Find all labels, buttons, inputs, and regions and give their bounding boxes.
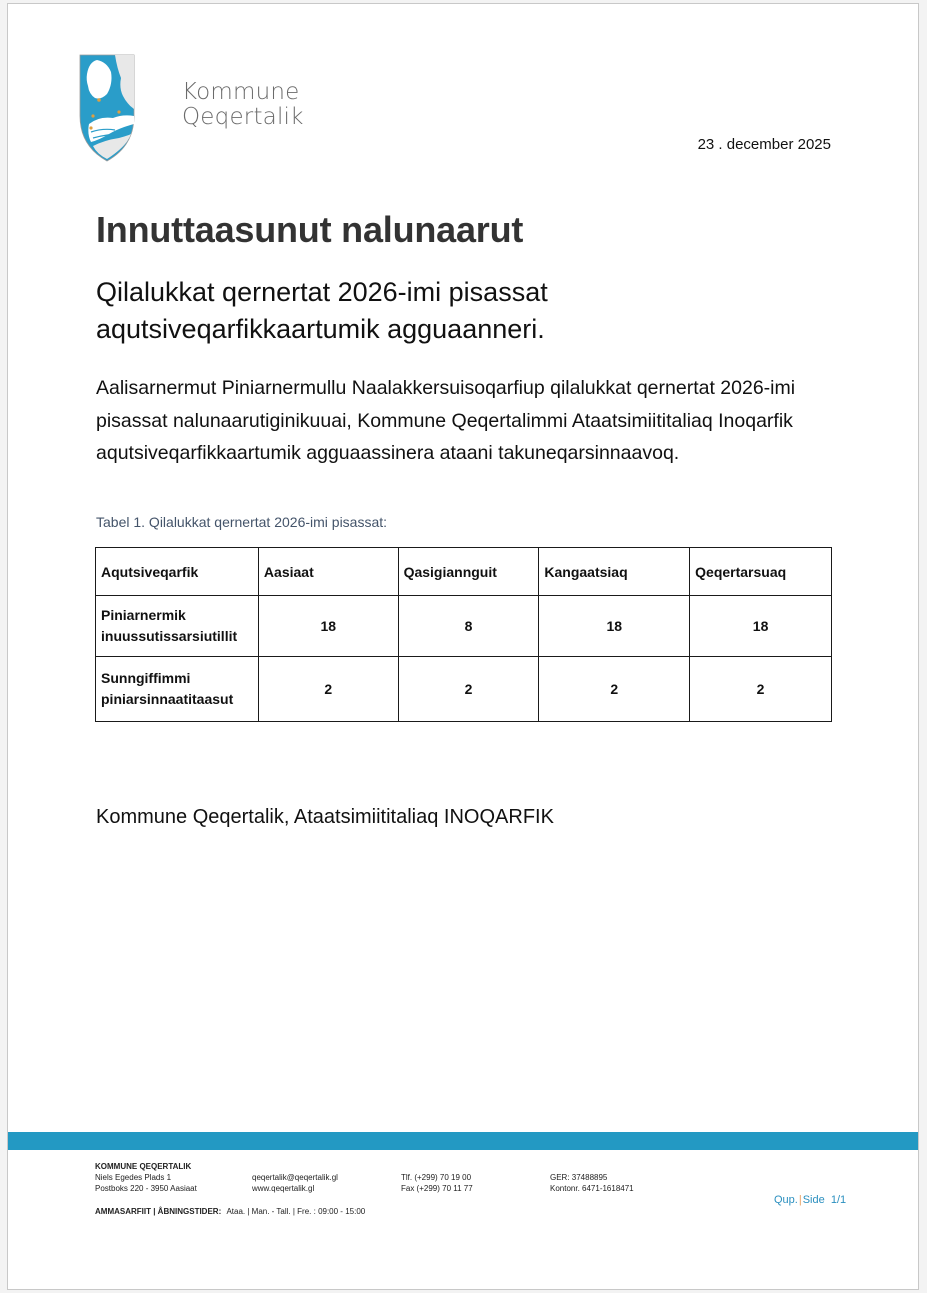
table-row [96,657,832,722]
footer-phone-block [401,1172,473,1194]
footer-website[interactable]: www.qeqertalik.gl [252,1184,315,1193]
table-cell: 8 [398,596,539,657]
column-header: Qasigiannguit [398,548,539,596]
table-cell: 2 [258,657,398,722]
row-label-line1: Piniarnermik [101,607,186,623]
table-cell: 2 [398,657,539,722]
column-header: Aqutsiveqarfik [96,548,259,596]
table-cell: 18 [539,596,690,657]
footer-ger: GER: 37488895 [550,1173,608,1182]
footer-contact-block [252,1172,338,1194]
table-cell: 18 [258,596,398,657]
footer-hours-value: Ataa. | Man. - Tall. | Fre. : 09:00 - 15:00 [226,1207,366,1216]
table-cell: 2 [539,657,690,722]
logo-line1: Kommune [182,79,300,105]
municipality-logo [79,54,319,166]
column-header: Aasiaat [258,548,398,596]
row-label-line1: Sunngiffimmi [101,670,191,686]
quota-table [95,547,832,722]
column-header: Qeqertarsuaq [690,548,832,596]
page-label: Side 1/1 [802,1194,847,1206]
page-separator: | [798,1194,802,1206]
footer-address1: Niels Egedes Plads 1 [95,1173,172,1182]
municipal-shield-icon [79,54,135,162]
footer-email[interactable]: qeqertalik@qeqertalik.gl [252,1173,338,1182]
table-cell: 18 [690,596,832,657]
row-label [96,596,259,657]
document-title: Innuttaasunut nalunaarut [96,209,524,250]
column-header: Kangaatsiaq [539,548,690,596]
footer-org-name: KOMMUNE QEQERTALIK [95,1162,192,1171]
document-page [7,3,919,1290]
footer-account: Kontonr. 6471-1618471 [550,1184,634,1193]
footer-fax: Fax (+299) 70 11 77 [401,1184,473,1193]
footer-registry-block [550,1172,634,1194]
table-header-row [96,548,832,596]
page-number [774,1194,846,1206]
page-prefix: Qup. [774,1194,798,1206]
row-label-line2: inuussutissarsiutillit [101,628,238,644]
table-cell: 2 [690,657,832,722]
document-subtitle: Qilalukkat qernertat 2026-imi pisassat aqutsiveqarfikkaartumik agguaanneri. [96,277,548,344]
footer-phone: Tlf. (+299) 70 19 00 [401,1173,472,1182]
signature: Kommune Qeqertalik, Ataatsimiititaliaq INOQARFIK [96,806,554,828]
footer-address-block [95,1161,197,1194]
table-caption: Tabel 1. Qilalukkat qernertat 2026-imi pisassat: [96,514,388,530]
footer-opening-hours [95,1206,365,1217]
row-label-line2: piniarsinnaatitaasut [101,691,234,707]
logo-line2: Qeqertalik [182,104,304,130]
document-date: 23 . december 2025 [697,136,831,153]
footer-hours-label: AMMASARFIIT | ÅBNINGSTIDER: [95,1207,222,1216]
document-body: Aalisarnermut Piniarnermullu Naalakkersuisoqarfiup qilalukkat qernertat 2026-imi pisassat nalunaarutiginikuuai, Kommune Qeqertalimmi Ataatsimiititaliaq Inoqarfik aqutsiveqarfikkaartumik agguaassinera ataani takuneqarsinnaavoq. [96,377,796,464]
footer-address2: Postboks 220 - 3950 Aasiaat [95,1184,197,1193]
footer-accent-bar [8,1132,918,1150]
logo-wordmark [182,80,304,130]
table-row [96,596,832,657]
row-label [96,657,259,722]
